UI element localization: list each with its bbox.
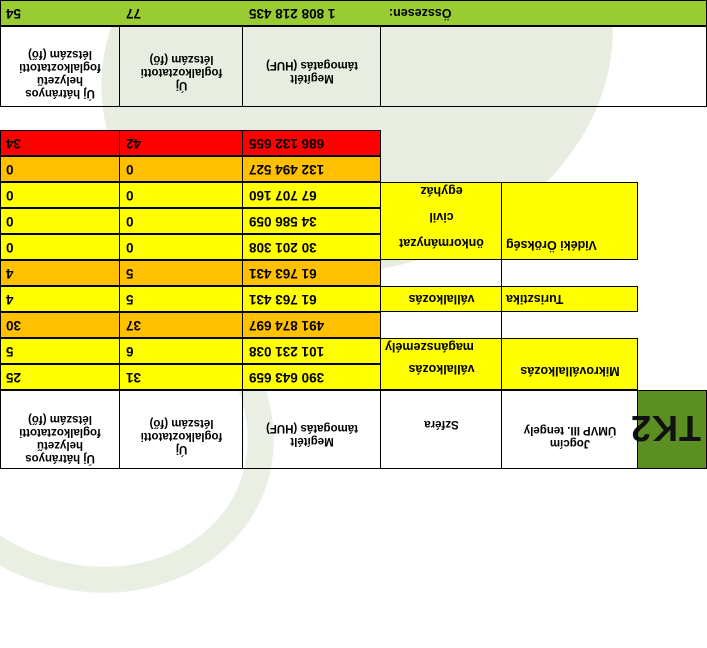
row-videki-civil-szfera: civil: [429, 210, 454, 224]
header-szfera: Szféra: [424, 418, 459, 430]
body-divider: [501, 182, 502, 390]
row-turisztika-jogcim: Turisztika: [506, 292, 564, 306]
summary-total-tamogatas: 1 808 218 435: [249, 6, 336, 21]
row-mikro-maganszemely-szfera: magánszemély: [385, 340, 474, 354]
row-videki-onkormanyzat-hatranyos: 0: [6, 240, 14, 255]
body-divider: [119, 130, 120, 390]
row-videki-onkormanyzat-tamogatas: 30 201 308: [249, 240, 317, 255]
summary-hatranyos-line2: helyzetű: [37, 74, 84, 86]
row-mikro-subtotal-uj: 37: [126, 318, 142, 333]
header-uj-line1: Új: [175, 443, 188, 455]
row-videki-egyhaz-tamogatas: 67 707 160: [249, 188, 317, 203]
row-turisztika-vallalkozas-uj: 5: [126, 292, 134, 307]
tk2-logo-text: TK2: [629, 408, 701, 449]
row-videki-subtotal-uj: 0: [126, 162, 134, 177]
header-uj-line2: foglalkoztatotti: [140, 430, 223, 442]
header-uj-foglalkoztatotti: [120, 416, 243, 455]
header-megitelt-line2: támogatás (HUF): [266, 422, 359, 434]
row-grand-total-uj: 42: [126, 136, 142, 151]
header-megitelt-line1: Megítélt: [290, 435, 334, 447]
row-videki-egyhaz-uj: 0: [126, 188, 134, 203]
header-hatranyos-helyzetu: [0, 412, 120, 464]
summary-total-label: Összesen:: [389, 6, 452, 20]
summary-total-uj: 77: [126, 6, 142, 21]
summary-megitelt-line2: támogatás (HUF): [266, 59, 359, 71]
header-hatranyos-line3: foglalkoztatotti: [19, 426, 101, 438]
summary-hatranyos-line3: foglalkoztatotti: [19, 61, 101, 73]
row-videki-onkormanyzat-uj: 0: [126, 240, 134, 255]
summary-hatranyos-line1: Új hátrányos: [25, 87, 95, 99]
row-mikro-subtotal-hatranyos: 30: [6, 318, 22, 333]
row-mikro-vallalkozas-szfera: vállalkozás: [408, 362, 475, 376]
body-divider: [242, 130, 243, 390]
row-mikro-vallalkozas-hatranyos: 25: [6, 370, 22, 385]
summary-hatranyos-line4: létszám (fő): [28, 48, 92, 60]
row-videki-subtotal-tamogatas: 132 494 527: [249, 162, 325, 177]
row-videki-jogcim: Vidéki Örökség: [506, 238, 597, 252]
row-mikro-maganszemely-hatranyos: 5: [6, 344, 14, 359]
row-turisztika-subtotal-tamogatas: 61 763 431: [249, 266, 317, 281]
header-hatranyos-line4: létszám (fő): [28, 413, 92, 425]
summary-uj-line2: foglalkoztatotti: [140, 66, 223, 78]
row-mikro-jogcim: Mikrovállalkozás: [520, 364, 620, 378]
header-jogcim-line1: Jogcím: [549, 437, 591, 449]
row-grand-total-hatranyos: 34: [6, 136, 22, 151]
header-jogcim: [502, 423, 638, 449]
row-videki-civil-uj: 0: [126, 214, 134, 229]
summary-header-megitelt: [243, 58, 381, 84]
row-mikro-maganszemely-tamogatas: 101 231 038: [249, 344, 325, 359]
row-videki-subtotal-hatranyos: 0: [6, 162, 14, 177]
row-mikro-vallalkozas-uj: 31: [126, 370, 142, 385]
header-uj-line3: létszám (fő): [149, 417, 214, 429]
row-mikro-vallalkozas-tamogatas: 390 643 659: [249, 370, 325, 385]
summary-header-uj: [120, 52, 243, 91]
header-hatranyos-line1: Új hátrányos: [25, 452, 95, 464]
header-megitelt-tamogatas: [243, 421, 381, 447]
summary-megitelt-line1: Megítélt: [290, 72, 334, 84]
summary-total-hatranyos: 54: [6, 6, 22, 21]
row-turisztika-vallalkozas-hatranyos: 4: [6, 292, 14, 307]
header-jogcim-line2: ÚMVP III. tengely: [523, 424, 617, 436]
row-videki-onkormanyzat-szfera: önkormányzat: [399, 236, 484, 250]
row-turisztika-subtotal-hatranyos: 4: [6, 266, 14, 281]
row-mikro-maganszemely-uj: 6: [126, 344, 134, 359]
row-videki-civil-tamogatas: 34 586 059: [249, 214, 317, 229]
row-mikro-subtotal-tamogatas: 491 874 697: [249, 318, 325, 333]
summary-uj-line3: létszám (fő): [149, 53, 214, 65]
row-videki-civil-hatranyos: 0: [6, 214, 14, 229]
summary-uj-line1: Új: [175, 79, 188, 91]
row-videki-egyhaz-hatranyos: 0: [6, 188, 14, 203]
header-hatranyos-line2: helyzetű: [37, 439, 84, 451]
row-videki-egyhaz-szfera: egyház: [420, 184, 463, 198]
row-turisztika-szfera: vállalkozás: [408, 292, 475, 306]
row-turisztika-vallalkozas-tamogatas: 61 763 431: [249, 292, 317, 307]
row-grand-total-tamogatas: 686 132 655: [249, 136, 325, 151]
row-turisztika-subtotal-uj: 5: [126, 266, 134, 281]
summary-header-hatranyos: [0, 47, 120, 99]
